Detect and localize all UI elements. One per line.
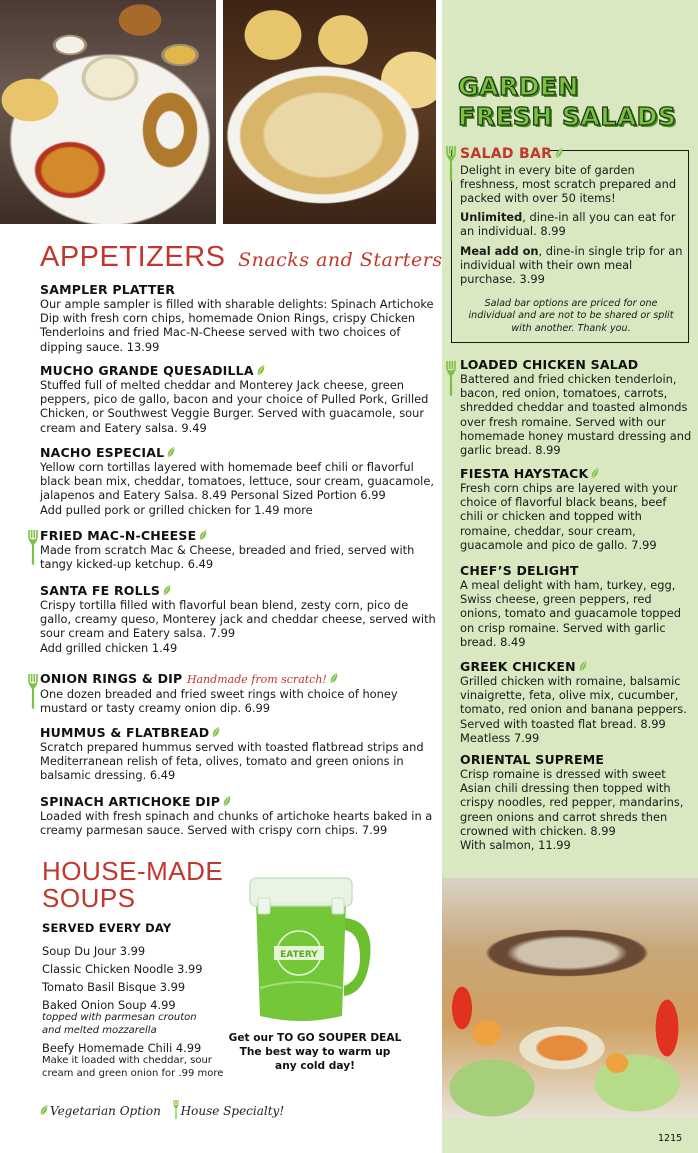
salad-bar-meal-add-on bbox=[460, 244, 688, 287]
item-name: SPINACH ARTICHOKE DIP bbox=[40, 794, 221, 809]
sampler-platter-photo bbox=[0, 0, 216, 224]
promo-line: The best way to warm up bbox=[239, 1046, 391, 1058]
vegetarian-leaf-icon bbox=[40, 1105, 48, 1116]
house-specialty-fork-icon bbox=[173, 1100, 179, 1120]
salads-title-line1: GARDEN bbox=[458, 72, 579, 101]
legend-house-specialty: House Specialty! bbox=[180, 1104, 285, 1118]
vegetarian-leaf-icon bbox=[579, 661, 587, 672]
menu-item-oriental-supreme bbox=[460, 752, 692, 852]
item-description: Crisp romaine is dressed with sweet Asian chili dressing then topped with crispy noodles, red pepper, mandarins, green onions and carrot shreds then crowned with chicken. 8.99 bbox=[460, 767, 684, 838]
house-specialty-fork-icon bbox=[446, 361, 456, 397]
item-title bbox=[40, 794, 440, 809]
item-description: Grilled chicken with romaine, balsamic vinaigrette, feta, olive mix, cucumber, tomato, red onion and banana peppers. Served with toasted flat bread. 8.99 Meatless 7.99 bbox=[460, 674, 687, 745]
soup-item: Classic Chicken Noodle 3.99 bbox=[42, 962, 203, 976]
menu-item-spinach-artichoke-dip bbox=[40, 794, 440, 837]
item-title bbox=[40, 528, 440, 543]
item-name: SANTA FE ROLLS bbox=[40, 583, 161, 598]
menu-item-greek-chicken bbox=[460, 659, 692, 745]
vegetarian-leaf-icon bbox=[257, 365, 265, 376]
house-specialty-fork-icon bbox=[28, 530, 38, 566]
item-description: Loaded with fresh spinach and chunks of artichoke hearts baked in a creamy parmesan sauce. Served with crispy corn chips. 7.99 bbox=[40, 809, 433, 838]
soups-title-line1: HOUSE-MADE bbox=[42, 856, 224, 886]
soups-heading bbox=[42, 858, 223, 912]
promo-line: any cold day! bbox=[275, 1060, 355, 1072]
svg-text:EATERY: EATERY bbox=[280, 950, 318, 960]
menu-item-loaded-chicken-salad bbox=[460, 357, 692, 457]
item-extra: Add grilled chicken 1.49 bbox=[40, 640, 178, 655]
appetizers-heading bbox=[40, 240, 443, 277]
vegetarian-leaf-icon bbox=[223, 796, 231, 807]
item-tagline: Handmade from scratch! bbox=[186, 673, 327, 686]
menu-item-hummus-flatbread bbox=[40, 725, 440, 783]
item-title: ORIENTAL SUPREME bbox=[460, 752, 605, 767]
vegetarian-leaf-icon bbox=[167, 447, 175, 458]
vegetarian-leaf-icon bbox=[199, 530, 207, 541]
item-description: Crispy tortilla filled with flavorful bean blend, zesty corn, pico de gallo, creamy queso, Monterey jack and cheddar cheese, served with sour cream and Eatery salsa. 7.99 bbox=[40, 598, 436, 641]
item-title bbox=[460, 659, 692, 674]
legend-vegetarian: Vegetarian Option bbox=[50, 1104, 161, 1118]
icon-legend bbox=[40, 1100, 284, 1120]
item-name: FRIED MAC-N-CHEESE bbox=[40, 528, 197, 543]
soup-item: Soup Du Jour 3.99 bbox=[42, 944, 146, 958]
item-extra: With salmon, 11.99 bbox=[460, 838, 571, 853]
item-name: FIESTA HAYSTACK bbox=[460, 466, 589, 481]
salad-bar-unlimited bbox=[460, 210, 688, 238]
item-description: A meal delight with ham, turkey, egg, Swiss cheese, green peppers, red onions, tomato and guacamole topped on crisp romaine. Served with garlic bread. 8.49 bbox=[460, 578, 681, 649]
soups-title-line2: SOUPS bbox=[42, 883, 136, 913]
item-title bbox=[40, 583, 440, 598]
garden-salads-heading bbox=[458, 72, 676, 132]
item-name: HUMMUS & FLATBREAD bbox=[40, 725, 210, 740]
menu-item-onion-rings-dip bbox=[40, 671, 440, 715]
appetizers-title: APPETIZERS bbox=[40, 241, 226, 273]
item-description: Battered and fried chicken tenderloin, bacon, red onion, tomatoes, carrots, shredded cheddar and toasted almonds over fresh romaine. Served with our homemade honey mustard dressing and garlic bread. 8.99 bbox=[460, 372, 692, 458]
addon-label: Meal add on bbox=[460, 244, 539, 258]
item-description: Scratch prepared hummus served with toasted flatbread strips and Mediterranean relish of feta, olives, tomato and green onions in balsamic dressing. 6.49 bbox=[40, 740, 424, 783]
item-extra: Add pulled pork or grilled chicken for 1.49 more bbox=[40, 502, 313, 517]
soup-item: Tomato Basil Bisque 3.99 bbox=[42, 980, 186, 994]
oriental-salad-with-salmon-photo bbox=[442, 878, 698, 1118]
item-title bbox=[40, 445, 440, 460]
item-title bbox=[40, 363, 440, 378]
item-description: Made from scratch Mac & Cheese, breaded and fried, served with tangy kicked-up ketchup. 6.49 bbox=[40, 543, 415, 572]
soup-note: Make it loaded with cheddar, sour cream and green onion for .99 more bbox=[42, 1055, 224, 1079]
unlimited-text: , dine-in all you can eat for an individual. 8.99 bbox=[460, 210, 676, 239]
item-title bbox=[460, 466, 692, 481]
item-title: LOADED CHICKEN SALAD bbox=[460, 357, 639, 372]
salad-bar-note: Salad bar options are priced for one individual and are not to be shared or split with another. Thank you. bbox=[468, 298, 674, 334]
vegetarian-leaf-icon bbox=[212, 727, 220, 738]
item-title: SAMPLER PLATTER bbox=[40, 282, 176, 297]
addon-text: , dine-in single trip for an individual with their own meal purchase. 3.99 bbox=[460, 244, 683, 287]
house-specialty-fork-icon bbox=[28, 674, 38, 710]
to-go-soup-mug-image bbox=[246, 868, 386, 1028]
item-description: Our ample sampler is filled with sharable delights: Spinach Artichoke Dip with fresh corn chips, homemade Onion Rings, crispy Chicken Tenderloins and fried Mac-N-Cheese served with two choices of dipping sauce. 13.99 bbox=[40, 297, 434, 354]
salads-title-line2: FRESH SALADS bbox=[458, 102, 677, 131]
menu-item-sampler-platter bbox=[40, 282, 440, 354]
item-name: SALAD BAR bbox=[460, 146, 553, 162]
item-title bbox=[40, 671, 440, 687]
menu-item-nacho-especial bbox=[40, 445, 440, 517]
item-description: Stuffed full of melted cheddar and Monterey Jack cheese, green peppers, pico de gallo, bacon and your choice of Pulled Pork, Grilled Chicken, or Southwest Veggie Burger. Served with guacamole, sour cream and Eatery salsa. 9.49 bbox=[40, 378, 429, 435]
vegetarian-leaf-icon bbox=[330, 673, 338, 684]
soups-subtitle: SERVED EVERY DAY bbox=[42, 921, 172, 935]
promo-line: Get our TO GO SOUPER DEAL bbox=[228, 1032, 402, 1044]
souper-deal-promo bbox=[220, 1031, 410, 1073]
item-name: ONION RINGS & DIP bbox=[40, 671, 183, 686]
salad-bar-box-border bbox=[548, 150, 689, 151]
house-specialty-fork-icon bbox=[446, 144, 456, 184]
vegetarian-leaf-icon bbox=[591, 468, 599, 479]
item-description: Yellow corn tortillas layered with homemade beef chili or flavorful black bean mix, cheddar, tomatoes, lettuce, sour cream, guacamole, jalapenos and Eatery Salsa. 8.49 Personal Sized Portion 6.99 bbox=[40, 460, 434, 503]
menu-item-chefs-delight bbox=[460, 563, 692, 649]
menu-item-fiesta-haystack bbox=[460, 466, 692, 552]
menu-item-santa-fe-rolls bbox=[40, 583, 440, 655]
soup-note: topped with parmesan crouton and melted mozzarella bbox=[42, 1012, 197, 1036]
item-title bbox=[40, 725, 440, 740]
menu-item-mucho-grande-quesadilla bbox=[40, 363, 440, 435]
menu-item-fried-mac-n-cheese bbox=[40, 528, 440, 571]
item-description: Fresh corn chips are layered with your choice of flavorful black beans, beef chili or chicken and topped with romaine, cheddar, sour cream, guacamole and pico de gallo. 7.99 bbox=[460, 481, 678, 552]
vegetarian-leaf-icon bbox=[555, 148, 563, 159]
soup-item: Baked Onion Soup 4.99 bbox=[42, 998, 176, 1012]
page-number: 1215 bbox=[658, 1133, 683, 1144]
appetizers-subtitle: Snacks and Starters bbox=[238, 249, 443, 271]
soup-item: Beefy Homemade Chili 4.99 bbox=[42, 1041, 202, 1055]
spinach-artichoke-dip-photo bbox=[223, 0, 436, 224]
vegetarian-leaf-icon bbox=[163, 585, 171, 596]
salad-bar-title bbox=[460, 146, 563, 162]
item-description: One dozen breaded and fried sweet rings with choice of honey mustard or tasty creamy onion dip. 6.99 bbox=[40, 687, 398, 716]
unlimited-label: Unlimited bbox=[460, 210, 523, 224]
salad-bar-description: Delight in every bite of garden freshness, most scratch prepared and packed with over 50 items! bbox=[460, 163, 677, 206]
item-name: NACHO ESPECIAL bbox=[40, 445, 165, 460]
item-name: MUCHO GRANDE QUESADILLA bbox=[40, 363, 254, 378]
item-title: CHEF’S DELIGHT bbox=[460, 563, 579, 578]
item-name: GREEK CHICKEN bbox=[460, 659, 576, 674]
